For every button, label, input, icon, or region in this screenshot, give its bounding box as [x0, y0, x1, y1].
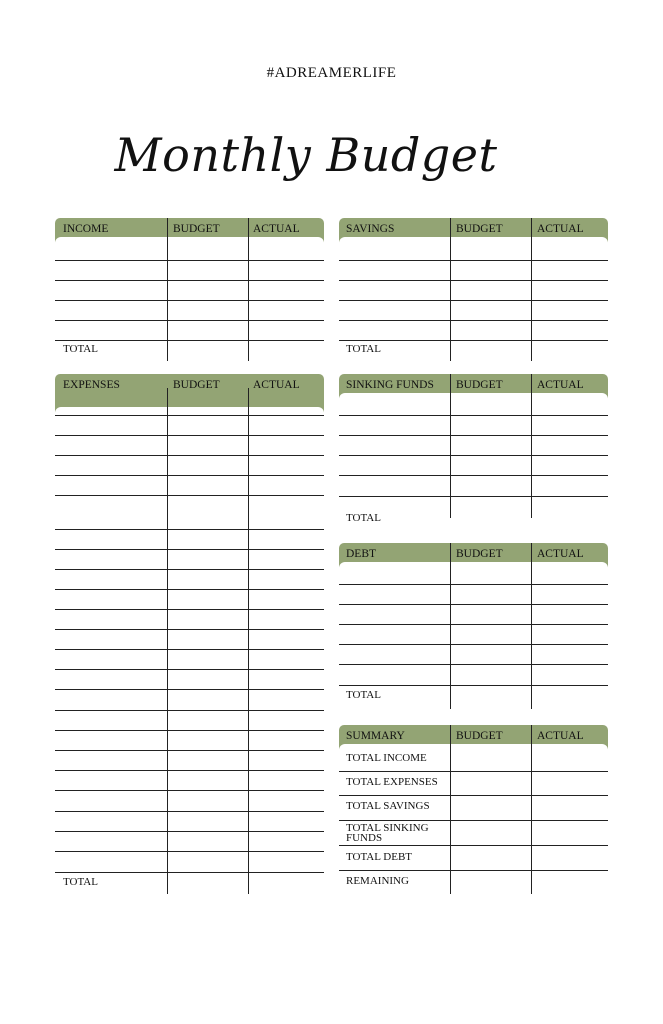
table-row[interactable] — [55, 851, 324, 852]
table-row[interactable] — [339, 820, 608, 821]
table-row[interactable] — [339, 624, 608, 625]
table-row[interactable] — [55, 320, 324, 321]
table-row[interactable] — [339, 320, 608, 321]
hashtag-header: #ADREAMERLIFE — [266, 65, 397, 81]
table-row[interactable] — [55, 300, 324, 301]
table-row[interactable] — [55, 609, 324, 610]
table-row[interactable] — [55, 710, 324, 711]
header-budget: BUDGET — [456, 223, 503, 235]
table-row[interactable] — [339, 475, 608, 476]
total-label: TOTAL — [346, 512, 381, 524]
table-row[interactable] — [55, 589, 324, 590]
header-category: SINKING FUNDS — [346, 379, 434, 391]
total-label: TOTAL — [346, 689, 381, 701]
table-row[interactable] — [55, 770, 324, 771]
table-row[interactable] — [339, 280, 608, 281]
table-row[interactable] — [339, 340, 608, 341]
column-divider — [248, 388, 249, 894]
summary-label-remaining: REMAINING — [346, 875, 409, 887]
header-category: SAVINGS — [346, 223, 395, 235]
sinking-funds-table — [339, 374, 608, 524]
savings-table — [339, 218, 608, 361]
table-row[interactable] — [339, 584, 608, 585]
header-actual: ACTUAL — [537, 548, 584, 560]
summary-label-total-sinking-funds: TOTAL SINKING FUNDS — [346, 822, 429, 844]
header-budget: BUDGET — [456, 548, 503, 560]
table-row[interactable] — [339, 415, 608, 416]
summary-label-total-savings: TOTAL SAVINGS — [346, 800, 430, 812]
table-row[interactable] — [55, 280, 324, 281]
table-row[interactable] — [55, 435, 324, 436]
column-divider — [531, 725, 532, 894]
page-title: Monthly Budget — [114, 128, 498, 182]
table-row[interactable] — [55, 811, 324, 812]
income-table — [55, 218, 324, 361]
table-row[interactable] — [55, 475, 324, 476]
table-row[interactable] — [339, 685, 608, 686]
column-divider — [167, 388, 168, 894]
table-row[interactable] — [339, 771, 608, 772]
header-actual: ACTUAL — [253, 379, 300, 391]
table-row[interactable] — [55, 455, 324, 456]
table-row[interactable] — [339, 870, 608, 871]
table-row[interactable] — [55, 415, 324, 416]
table-row[interactable] — [55, 790, 324, 791]
table-row[interactable] — [55, 750, 324, 751]
total-label: TOTAL — [63, 876, 98, 888]
table-row[interactable] — [339, 604, 608, 605]
table-row[interactable] — [55, 689, 324, 690]
expenses-table — [55, 374, 324, 894]
table-row[interactable] — [339, 496, 608, 497]
table-row[interactable] — [339, 260, 608, 261]
header-actual: ACTUAL — [537, 730, 584, 742]
total-label: TOTAL — [346, 343, 381, 355]
header-actual: ACTUAL — [537, 223, 584, 235]
table-row[interactable] — [55, 260, 324, 261]
table-row[interactable] — [339, 435, 608, 436]
debt-table — [339, 543, 608, 709]
table-row[interactable] — [339, 455, 608, 456]
table-row[interactable] — [55, 549, 324, 550]
header-category: INCOME — [63, 223, 109, 235]
table-row[interactable] — [339, 845, 608, 846]
header-budget: BUDGET — [456, 379, 503, 391]
table-row[interactable] — [339, 664, 608, 665]
header-budget: BUDGET — [173, 379, 220, 391]
table-row[interactable] — [55, 340, 324, 341]
table-row[interactable] — [55, 629, 324, 630]
table-row[interactable] — [55, 569, 324, 570]
table-row[interactable] — [55, 730, 324, 731]
table-row[interactable] — [55, 495, 324, 496]
summary-table — [339, 725, 608, 894]
header-actual: ACTUAL — [253, 223, 300, 235]
table-row[interactable] — [339, 300, 608, 301]
table-row[interactable] — [55, 669, 324, 670]
header-actual: ACTUAL — [537, 379, 584, 391]
summary-label-total-income: TOTAL INCOME — [346, 752, 427, 764]
table-row[interactable] — [55, 529, 324, 530]
column-divider — [450, 725, 451, 894]
header-budget: BUDGET — [173, 223, 220, 235]
header-category: EXPENSES — [63, 379, 120, 391]
summary-label-total-expenses: TOTAL EXPENSES — [346, 776, 438, 788]
header-category: DEBT — [346, 548, 377, 560]
header-category: SUMMARY — [346, 730, 405, 742]
table-row[interactable] — [55, 831, 324, 832]
header-budget: BUDGET — [456, 730, 503, 742]
summary-label-total-debt: TOTAL DEBT — [346, 851, 413, 863]
table-row[interactable] — [55, 649, 324, 650]
table-row[interactable] — [55, 872, 324, 873]
table-row[interactable] — [339, 644, 608, 645]
table-row[interactable] — [339, 795, 608, 796]
total-label: TOTAL — [63, 343, 98, 355]
